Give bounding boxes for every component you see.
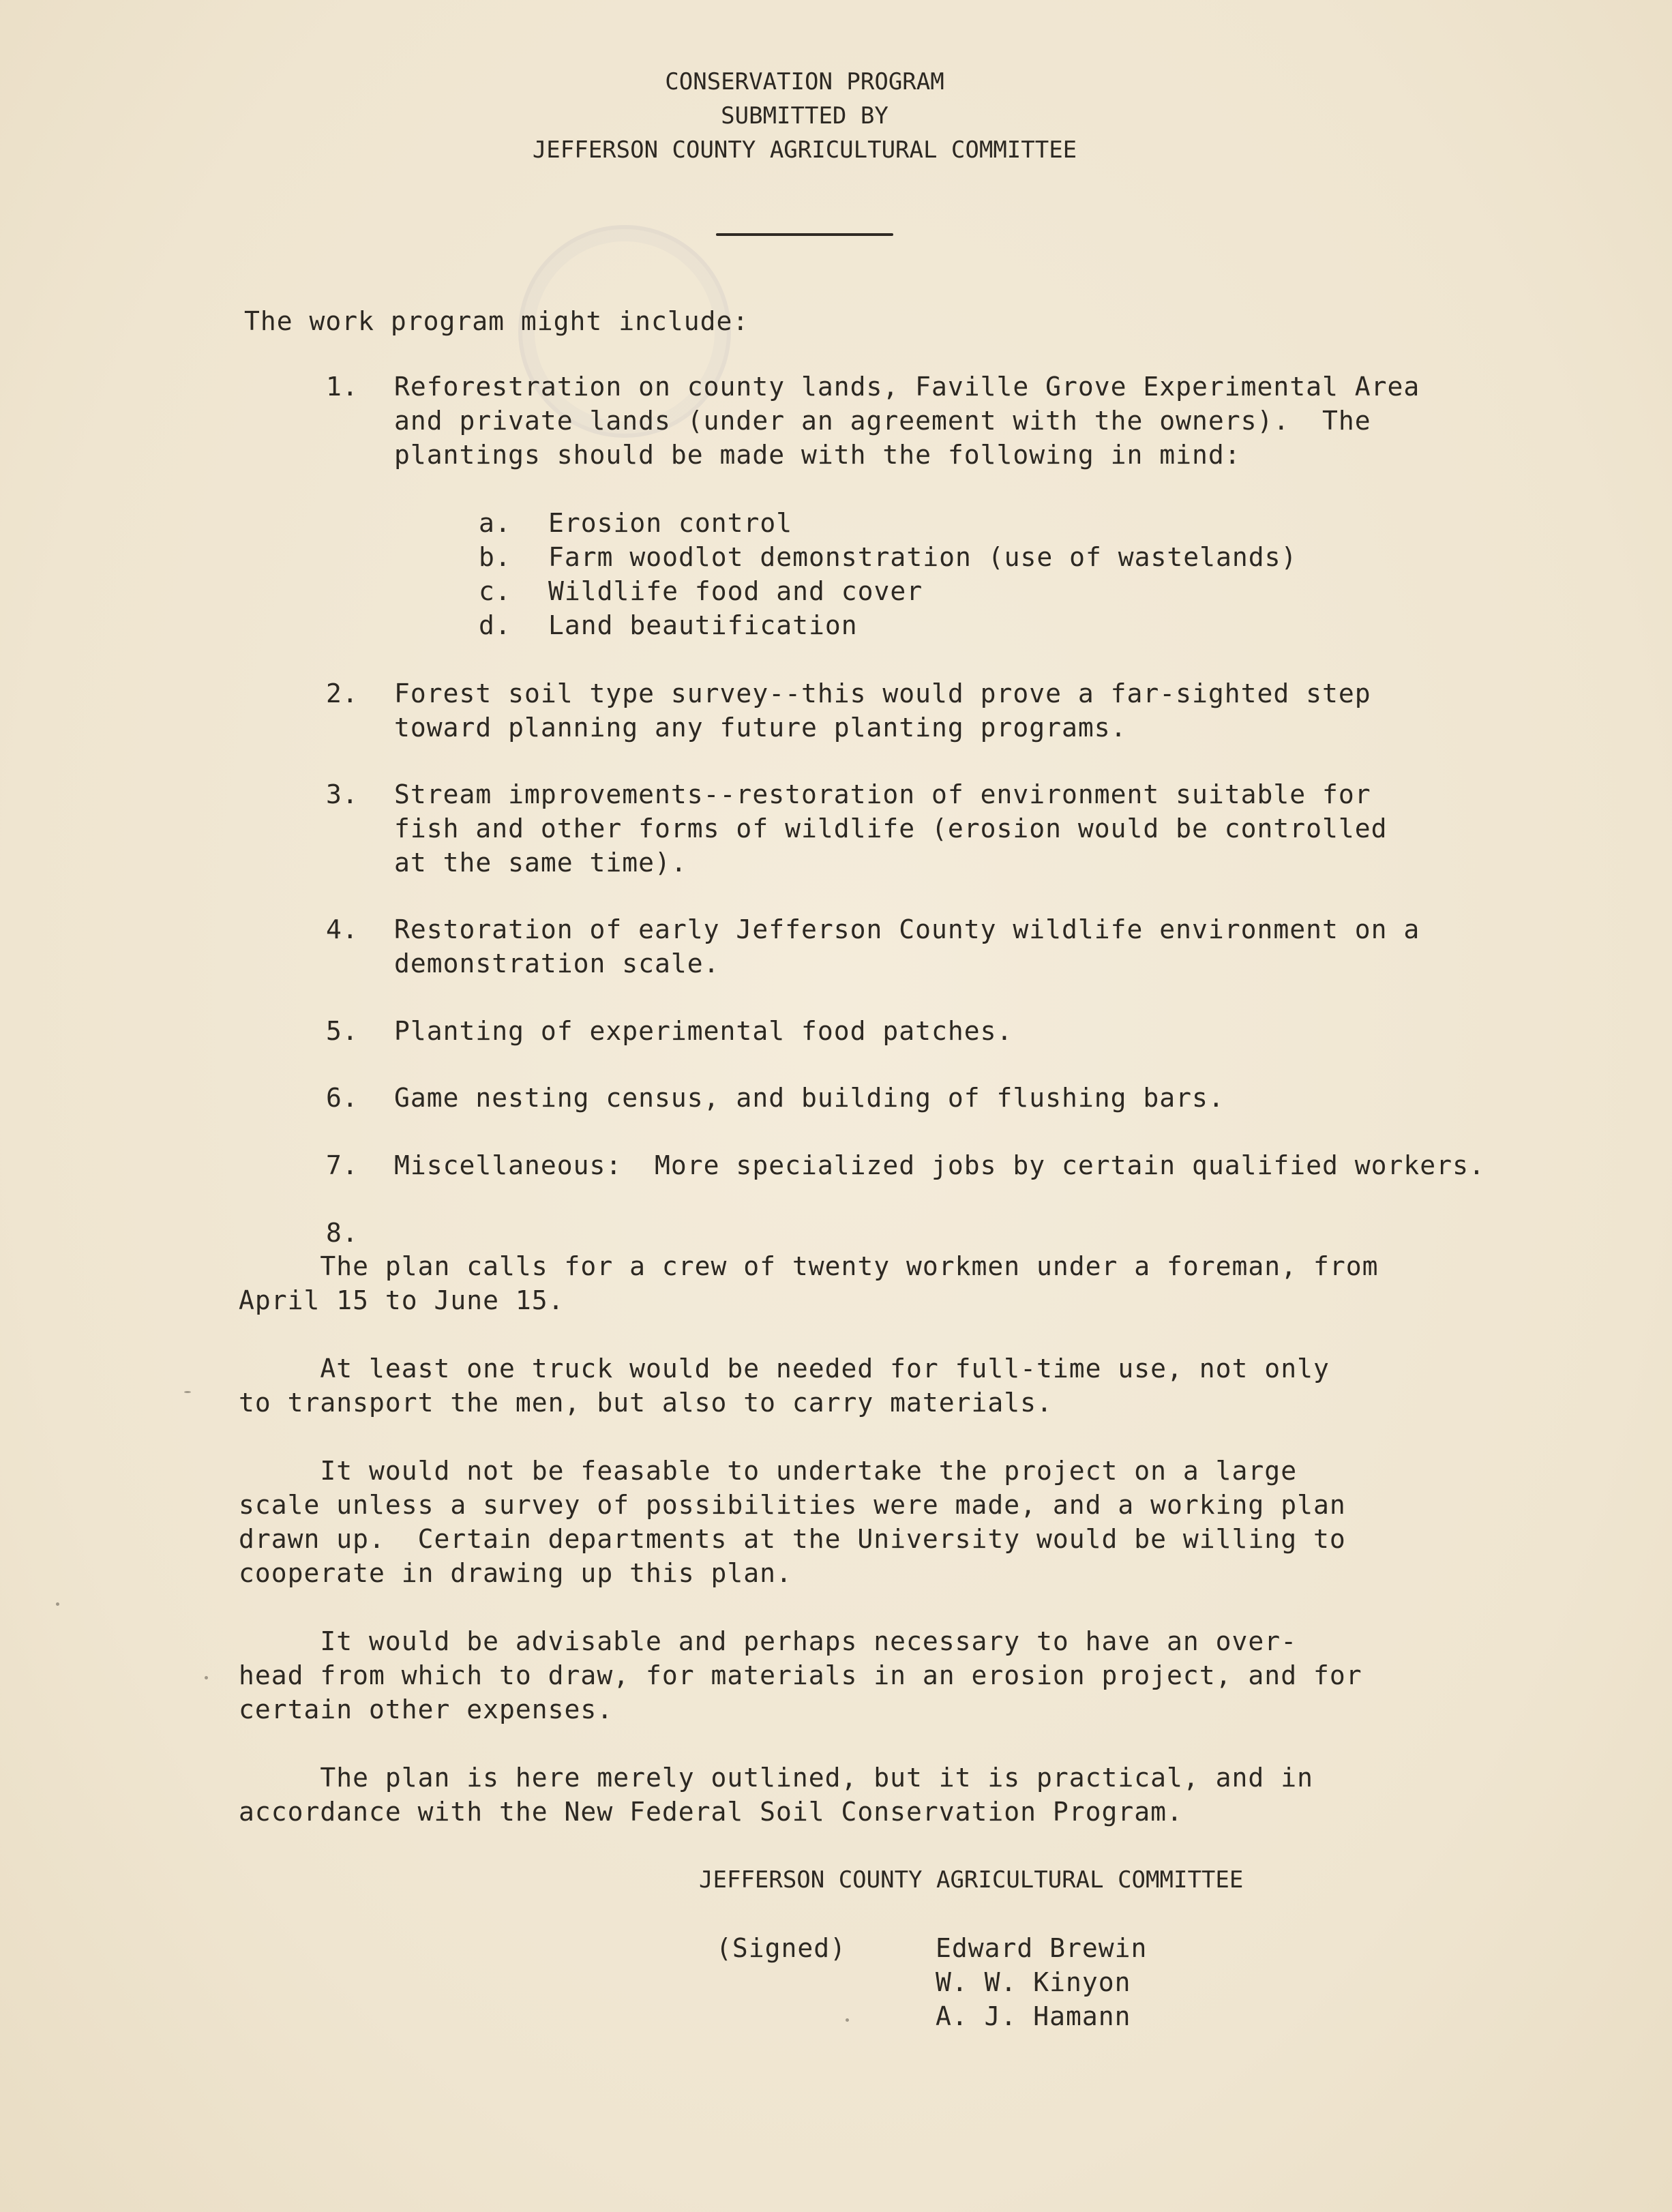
paragraph-line: It would be advisable and perhaps necessary to have an over-	[239, 1626, 1298, 1656]
item-number: 1.	[326, 372, 359, 402]
header-divider	[716, 233, 893, 236]
item-number: 8.	[326, 1218, 359, 1248]
item-number: 4.	[326, 914, 359, 944]
paragraph-line: The plan is here merely outlined, but it is practical, and in	[239, 1763, 1313, 1793]
item-number: 7.	[326, 1150, 359, 1180]
paragraph-line: accordance with the New Federal Soil Conservation Program.	[239, 1797, 1183, 1827]
signatory-name: W. W. Kinyon	[936, 1967, 1131, 1997]
paragraph-line: certain other expenses.	[239, 1694, 614, 1724]
paragraph-line: cooperate in drawing up this plan.	[239, 1558, 792, 1588]
subitem-letter: c.	[479, 576, 511, 606]
paper-speck	[184, 1391, 191, 1393]
paper-speck	[56, 1602, 59, 1606]
subitem-letter: b.	[479, 542, 511, 572]
title-line-3: JEFFERSON COUNTY AGRICULTURAL COMMITTEE	[532, 136, 1077, 164]
signatory-name: Edward Brewin	[936, 1933, 1148, 1963]
subitem-text: Wildlife food and cover	[548, 576, 923, 606]
item-line: at the same time).	[394, 848, 687, 878]
item-number: 6.	[326, 1083, 359, 1113]
paragraph-line: It would not be feasable to undertake the project on a large	[239, 1456, 1298, 1486]
item-line: fish and other forms of wildlife (erosion would be controlled	[394, 813, 1388, 843]
committee-signature-heading: JEFFERSON COUNTY AGRICULTURAL COMMITTEE	[699, 1866, 1244, 1894]
subitem-letter: a.	[479, 508, 511, 538]
signed-label: (Signed)	[716, 1933, 847, 1963]
paragraph-line: drawn up. Certain departments at the University would be willing to	[239, 1524, 1346, 1554]
paragraph-line: head from which to draw, for materials in an erosion project, and for	[239, 1660, 1362, 1690]
paragraph-line: At least one truck would be needed for full-time use, not only	[239, 1354, 1330, 1384]
paragraph-line: to transport the men, but also to carry materials.	[239, 1388, 1053, 1418]
item-line: Game nesting census, and building of flushing bars.	[394, 1083, 1225, 1113]
subitem-text: Erosion control	[548, 508, 793, 538]
item-line: and private lands (under an agreement with the owners). The	[394, 406, 1371, 436]
paper-speck	[846, 2018, 849, 2022]
paragraph-line: The plan calls for a crew of twenty workmen under a foreman, from	[239, 1251, 1379, 1281]
subitem-text: Land beautification	[548, 610, 858, 640]
signatory-name: A. J. Hamann	[936, 2001, 1131, 2031]
item-line: toward planning any future planting programs.	[394, 713, 1127, 743]
paragraph-line: scale unless a survey of possibilities were made, and a working plan	[239, 1490, 1346, 1520]
intro-line: The work program might include:	[244, 306, 749, 336]
subitem-text: Farm woodlot demonstration (use of wastelands)	[548, 542, 1298, 572]
item-line: demonstration scale.	[394, 948, 720, 978]
item-line: Stream improvements--restoration of environment suitable for	[394, 779, 1371, 809]
subitem-letter: d.	[479, 610, 511, 640]
title-line-1: CONSERVATION PROGRAM	[665, 68, 944, 95]
paragraph-line: April 15 to June 15.	[239, 1285, 565, 1315]
item-number: 5.	[326, 1016, 359, 1046]
item-line: Forest soil type survey--this would prove a far-sighted step	[394, 678, 1371, 708]
item-number: 3.	[326, 779, 359, 809]
item-line: plantings should be made with the following in mind:	[394, 440, 1241, 470]
item-line: Reforestration on county lands, Faville Grove Experimental Area	[394, 372, 1420, 402]
item-line: Restoration of early Jefferson County wildlife environment on a	[394, 914, 1420, 944]
item-number: 2.	[326, 678, 359, 708]
item-line: Miscellaneous: More specialized jobs by certain qualified workers.	[394, 1150, 1485, 1180]
item-line: Planting of experimental food patches.	[394, 1016, 1013, 1046]
paper-speck	[205, 1676, 208, 1679]
title-line-2: SUBMITTED BY	[721, 102, 889, 130]
